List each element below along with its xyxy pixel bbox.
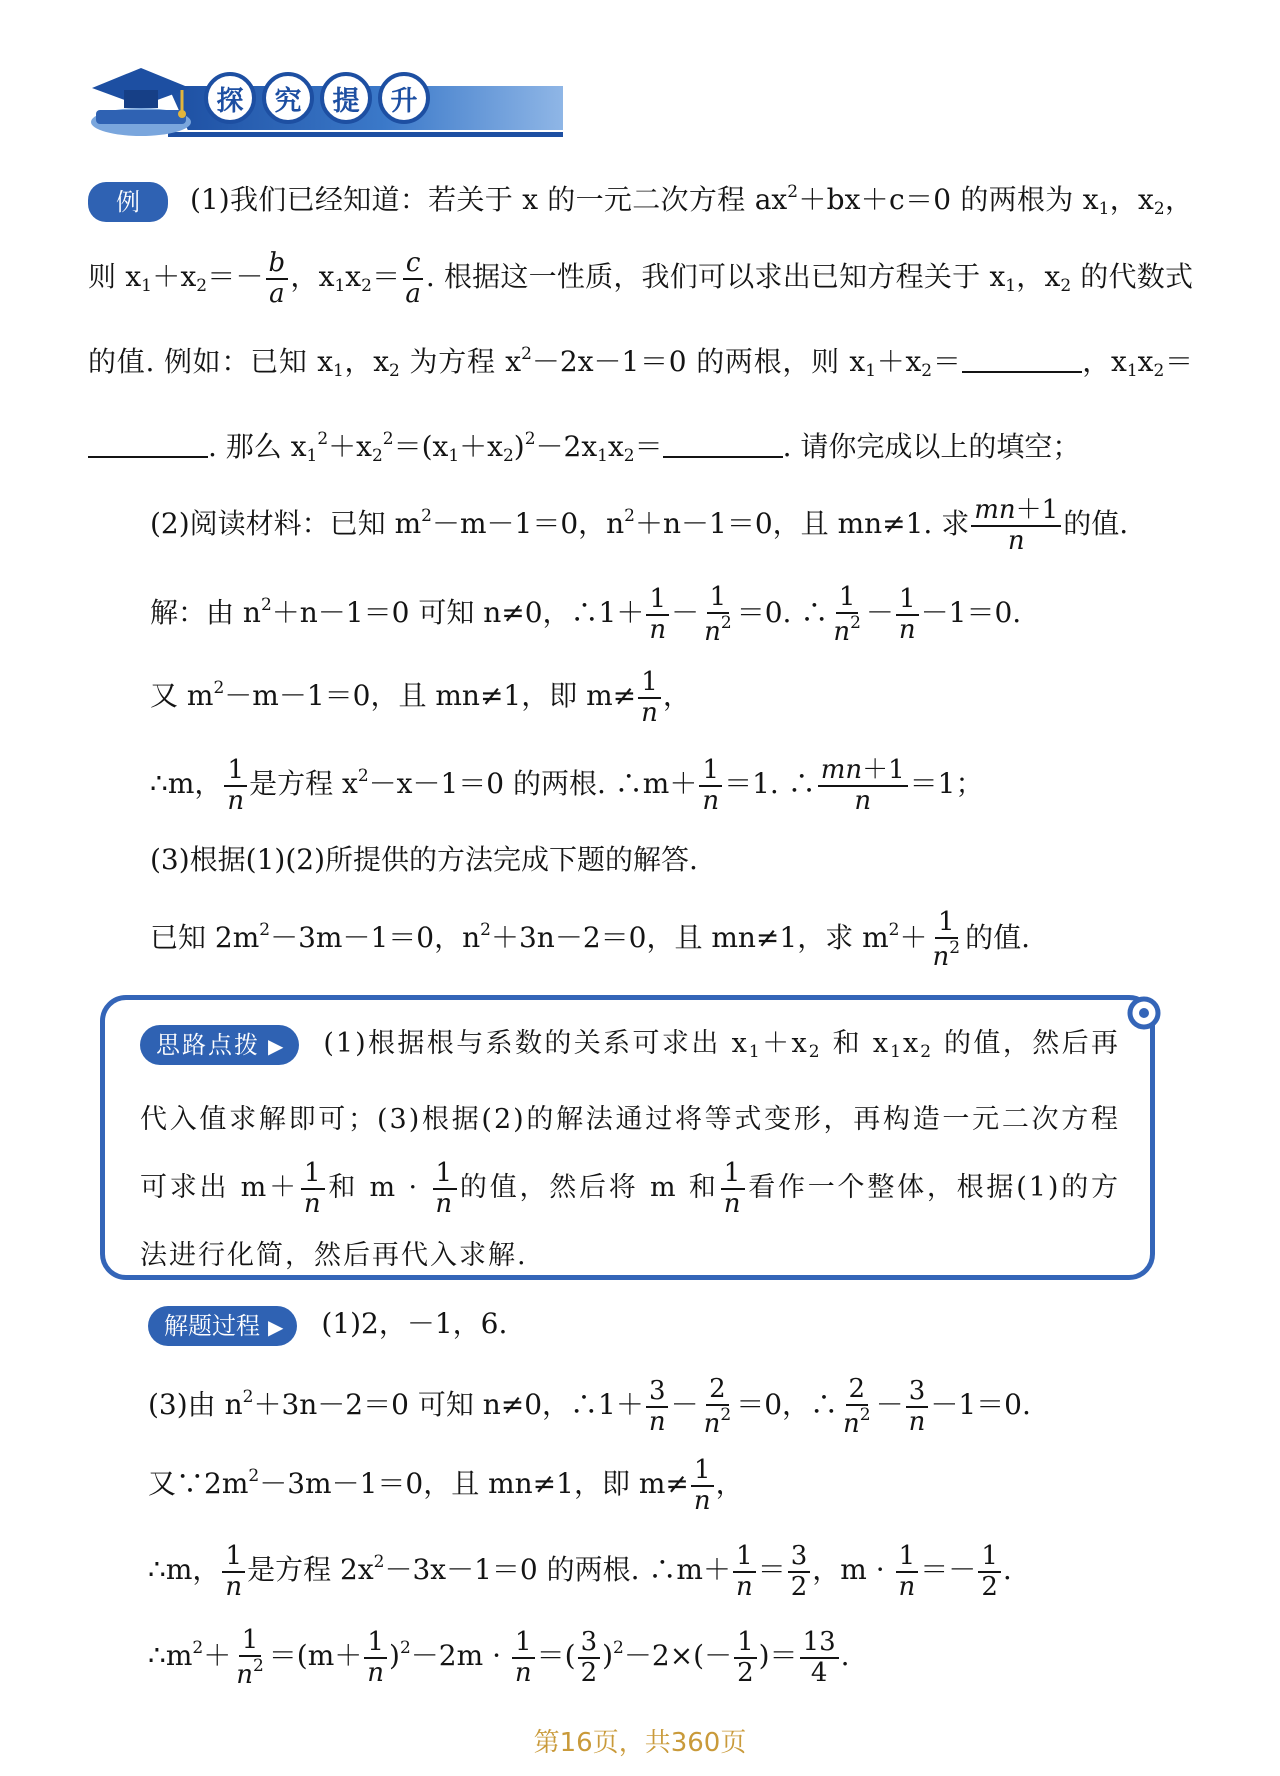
banner-underline xyxy=(168,132,563,137)
example-badge: 例 xyxy=(88,182,168,222)
example-part-3-question: 已知 $2m^2-3m-1=0$，$n^2+3n-2=0$，且 mn≠1，求 $m^2+$ $\frac{1}{n^2}$ 的值. xyxy=(150,907,1030,972)
solution-line-3: ∴m， $\frac{1}{n}$ 是方程 $x^2-x-1=0$ 的两根. ∴m＋ $\frac{1}{n}$ ＝1. ∴ $\frac{mn+1}{n}$ ＝1； xyxy=(150,755,984,816)
banner-char: 探 xyxy=(204,72,256,124)
page-footer: 第16页，共360页 xyxy=(533,1728,747,1758)
graduation-cap-book-icon xyxy=(86,60,196,145)
example-paragraph-1: 例 (1)我们已经知道：若关于 x 的一元二次方程 $ax^2+bx+c=0$ 的两根为 $x_1$，$x_2$，则 $x_1+x_2=-$ $\frac{b}{a}$ ，$x_1x_2=$ $\frac{c}{a}$ . 根据这一性质，我们可以求出已知方程关于 $x_1$，$x_2$ 的代数式的值. 例如：已知 $x_1$，$x_2$ 为方程 $x^2-2x-1=0$ 的两根，则 $x_1+x_2=$ ，$x_1x_2=$. 那么 $x_1^2+x_2^2=(x_1+x_2)^2-2x_1x_2=$ . 请你完成以上的填空； xyxy=(88,182,1193,466)
play-triangle-icon: ▶ xyxy=(268,1314,284,1339)
play-triangle-icon: ▶ xyxy=(268,1033,286,1058)
fraction: $\frac{c}{a}$ xyxy=(402,249,424,308)
solution-answer-1: 解题过程 ▶ (1)2，－1，6. xyxy=(148,1302,507,1346)
hint-tag: 思路点拨 ▶ xyxy=(140,1025,299,1065)
solution-process-line-4: $\therefore m^2+$ $\frac{1}{n^2}$ ＝(m＋ $\frac{1}{n}$ )$^2$－2m · $\frac{1}{n}$ ＝( $\frac{3}{2}$ )$^2$－2×(－ $\frac{1}{2}$ )＝ $\frac{13}{4}$ . xyxy=(148,1625,850,1690)
example-part-1 xyxy=(88,158,1193,490)
solution-process-line-2: 又$\because 2m^2-3m-1=0$，且 mn≠1，即 m≠ $\frac{1}{n}$ ， xyxy=(148,1455,744,1516)
banner-char: 究 xyxy=(262,72,314,124)
solution-tag: 解题过程 ▶ xyxy=(148,1306,297,1346)
answer-blank[interactable] xyxy=(663,432,783,458)
solution-line-2: 又 $m^2-m-1=0$，且 mn≠1，即 m≠ $\frac{1}{n}$ ， xyxy=(150,667,691,728)
example-part-3: (3)根据(1)(2)所提供的方法完成下题的解答. xyxy=(150,843,698,876)
solution-process-line-3: ∴m， $\frac{1}{n}$ 是方程 $2x^2-3x-1=0$ 的两根. ∴m＋ $\frac{1}{n}$ ＝ $\frac{3}{2}$ ，m · $\frac{1}{n}$ ＝－ $\frac{1}{2}$ . xyxy=(148,1541,1012,1602)
banner-char: 升 xyxy=(378,72,430,124)
answer-blank[interactable] xyxy=(962,347,1082,373)
fraction: $\frac{mn+1}{n}$ xyxy=(971,496,1061,555)
fraction: $\frac{b}{a}$ xyxy=(266,249,289,308)
banner-title xyxy=(204,72,430,124)
solution-process-line-1: (3)由 $n^2+3n-2=0$ 可知 n≠0，∴1＋ $\frac{3}{n}$ － $\frac{2}{n^2}$ ＝0，∴ $\frac{2}{n^2}$ － $\frac{3}{n}$ －1＝0. xyxy=(148,1374,1031,1439)
solution-line-1: 解：由 $n^2+n-1=0$ 可知 n≠0，∴1＋ $\frac{1}{n}$ － $\frac{1}{n^2}$ ＝0. ∴ $\frac{1}{n^2}$ － $\frac{1}{n}$ －1＝0. xyxy=(150,582,1022,647)
answer-blank[interactable] xyxy=(88,432,208,458)
paperclip-icon xyxy=(1124,993,1164,1033)
hint-text: 思路点拨 ▶ (1)根据根与系数的关系可求出 $x_1+x_2$ 和 $x_1x_2$ 的值，然后再代入值求解即可；(3)根据(2)的解法通过将等式变形，再构造一元二次方程可求出 m＋ $\frac{1}{n}$ 和 m · $\frac{1}{n}$ 的值，然后将 m 和 $\frac{1}{n}$ 看作一个整体，根据(1)的方法进行化简，然后再代入求解. xyxy=(140,1010,1120,1290)
banner-char: 提 xyxy=(320,72,372,124)
section-banner xyxy=(86,50,486,145)
example-part-2: (2)阅读材料：已知 $m^2-m-1=0$，$n^2+n-1=0$，且 mn≠1. 求 $\frac{mn+1}{n}$ 的值. xyxy=(150,495,1129,556)
